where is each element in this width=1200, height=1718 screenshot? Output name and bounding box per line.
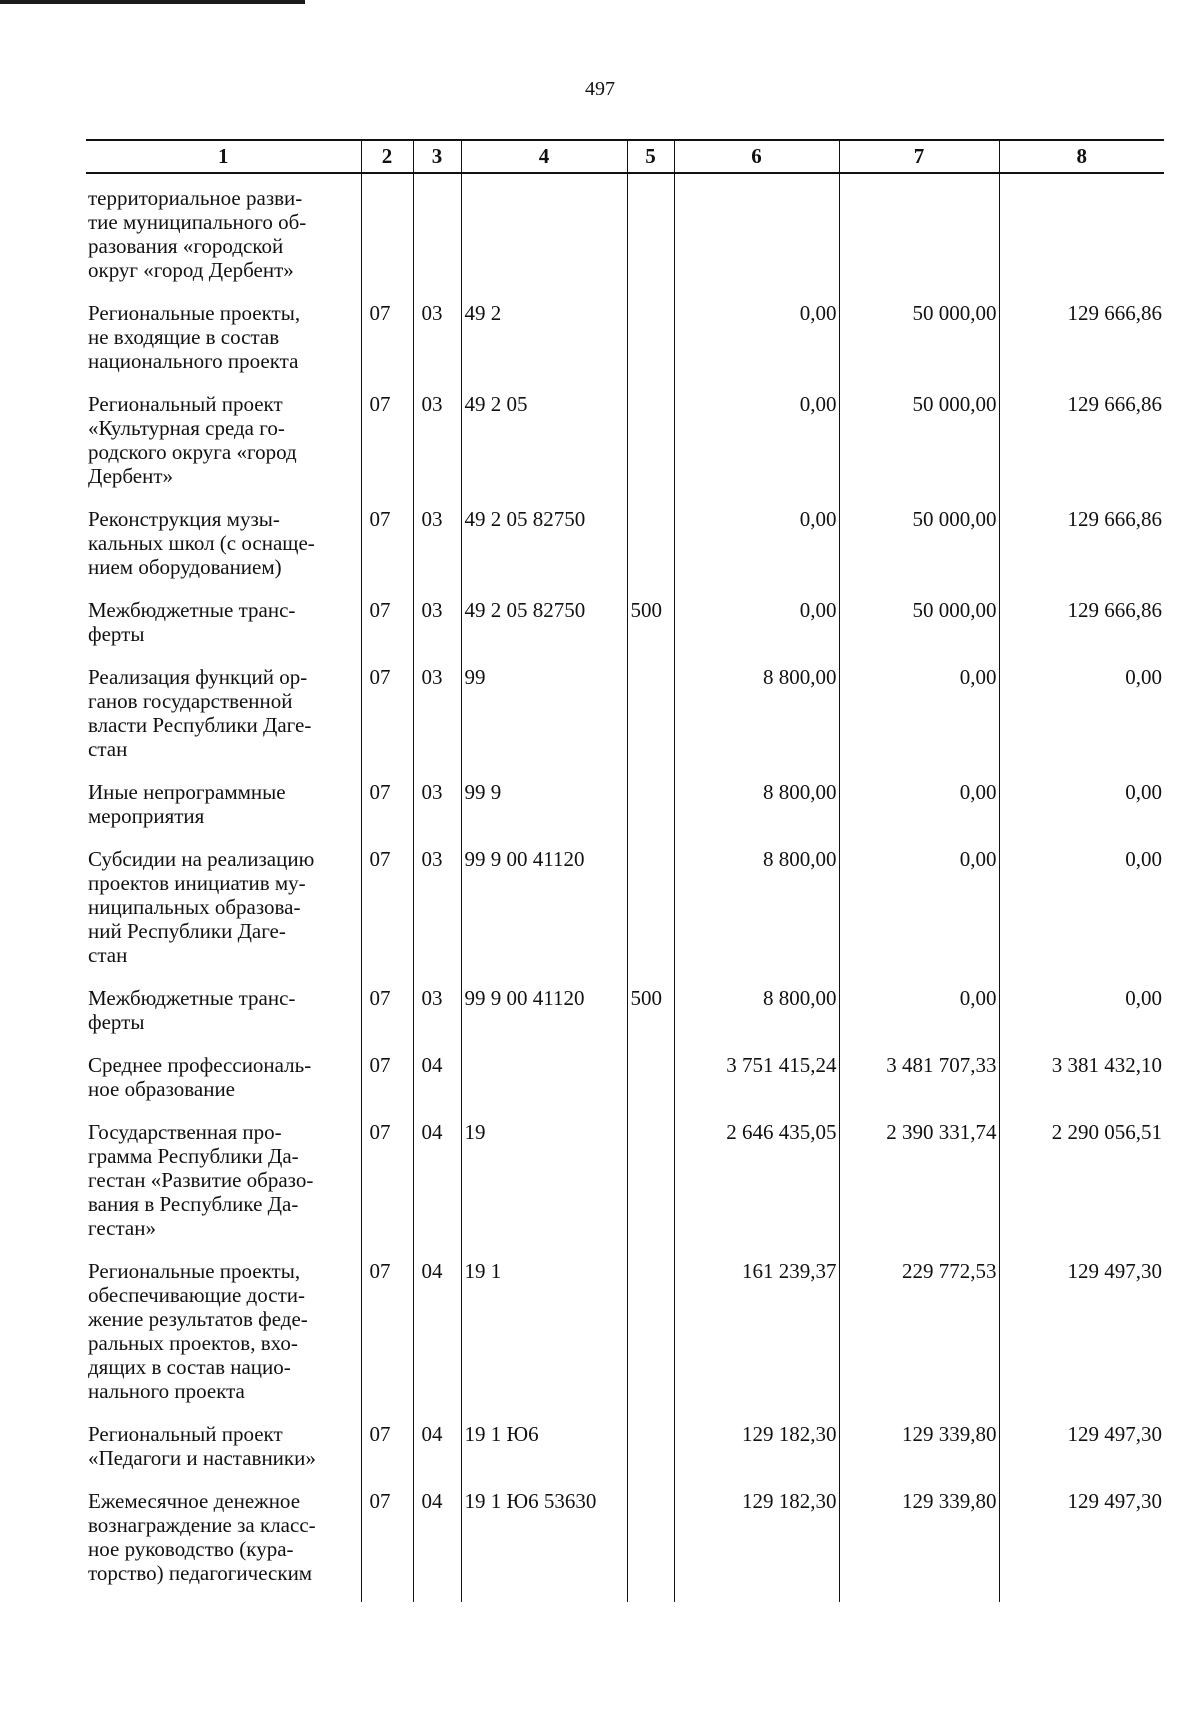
table-row — [86, 1051, 1164, 1118]
column-header: 1 — [86, 140, 361, 173]
amount-year3-cell — [999, 173, 1164, 299]
table-row — [86, 984, 1164, 1051]
amount-year2-cell: 50 000,00 — [839, 390, 999, 505]
amount-year3-cell: 0,00 — [999, 663, 1164, 778]
section-code-cell: 07 — [361, 845, 413, 984]
amount-year3-cell: 129 497,30 — [999, 1420, 1164, 1487]
expense-type-cell — [627, 390, 674, 505]
column-header: 2 — [361, 140, 413, 173]
section-code-cell: 07 — [361, 505, 413, 596]
amount-year3-cell: 129 497,30 — [999, 1487, 1164, 1602]
target-article-cell: 99 9 00 41120 — [461, 984, 627, 1051]
row-name-cell: территориальное разви- тие муниципального об- разования «городской округ «город Дербент» — [88, 186, 307, 282]
amount-year3-cell: 0,00 — [999, 778, 1164, 845]
amount-year3-cell: 3 381 432,10 — [999, 1051, 1164, 1118]
target-article-cell: 49 2 05 — [461, 390, 627, 505]
expense-type-cell — [627, 173, 674, 299]
table-header-row — [86, 140, 1164, 173]
expense-type-cell — [627, 778, 674, 845]
subsection-code-cell: 03 — [413, 663, 461, 778]
amount-year1-cell: 3 751 415,24 — [674, 1051, 839, 1118]
target-article-cell — [461, 1051, 627, 1118]
amount-year2-cell — [839, 173, 999, 299]
section-code-cell: 07 — [361, 596, 413, 663]
amount-year1-cell: 0,00 — [674, 596, 839, 663]
row-name-cell: Межбюджетные транс- ферты — [88, 986, 296, 1034]
expense-type-cell — [627, 663, 674, 778]
amount-year2-cell: 3 481 707,33 — [839, 1051, 999, 1118]
expense-type-cell — [627, 1257, 674, 1420]
column-header: 8 — [999, 140, 1164, 173]
amount-year2-cell: 50 000,00 — [839, 596, 999, 663]
target-article-cell: 19 — [461, 1118, 627, 1257]
table-row — [86, 1420, 1164, 1487]
column-header: 3 — [413, 140, 461, 173]
subsection-code-cell: 04 — [413, 1257, 461, 1420]
section-code-cell: 07 — [361, 1257, 413, 1420]
row-name-cell: Субсидии на реализацию проектов инициатив му- ниципальных образова- ний Республики Даге- стан — [88, 847, 315, 967]
section-code-cell: 07 — [361, 984, 413, 1051]
budget-table — [86, 139, 1164, 1602]
amount-year1-cell — [674, 173, 839, 299]
top-border-rule — [0, 0, 305, 4]
target-article-cell: 99 9 — [461, 778, 627, 845]
table-row — [86, 1487, 1164, 1602]
expense-type-cell: 500 — [627, 596, 674, 663]
expense-type-cell — [627, 1051, 674, 1118]
table-row — [86, 299, 1164, 390]
table-row — [86, 505, 1164, 596]
amount-year2-cell: 0,00 — [839, 845, 999, 984]
row-name-cell: Реконструкция музы- кальных школ (с оснаще- нием оборудованием) — [88, 507, 315, 579]
page-number: 497 — [585, 78, 615, 100]
section-code-cell: 07 — [361, 390, 413, 505]
section-code-cell: 07 — [361, 1487, 413, 1602]
subsection-code-cell — [413, 173, 461, 299]
expense-type-cell — [627, 299, 674, 390]
row-name-cell: Ежемесячное денежное вознаграждение за класс- ное руководство (кура- торство) педагогическим — [88, 1489, 316, 1585]
expense-type-cell: 500 — [627, 984, 674, 1051]
row-name-cell: Государственная про- грамма Республики Да- гестан «Развитие образо- вания в Республике Да- гестан» — [88, 1120, 314, 1240]
subsection-code-cell: 04 — [413, 1420, 461, 1487]
row-name-cell: Межбюджетные транс- ферты — [88, 598, 296, 646]
target-article-cell — [461, 173, 627, 299]
amount-year3-cell: 129 666,86 — [999, 505, 1164, 596]
row-name-cell: Региональный проект «Культурная среда го- родского округа «город Дербент» — [88, 392, 297, 488]
expense-type-cell — [627, 1420, 674, 1487]
amount-year3-cell: 2 290 056,51 — [999, 1118, 1164, 1257]
table-body — [86, 173, 1164, 1602]
table-row — [86, 1118, 1164, 1257]
target-article-cell: 19 1 Ю6 53630 — [461, 1487, 627, 1602]
section-code-cell: 07 — [361, 299, 413, 390]
amount-year1-cell: 8 800,00 — [674, 984, 839, 1051]
section-code-cell: 07 — [361, 778, 413, 845]
column-header: 4 — [461, 140, 627, 173]
target-article-cell: 49 2 05 82750 — [461, 596, 627, 663]
table-row — [86, 173, 1164, 299]
target-article-cell: 99 9 00 41120 — [461, 845, 627, 984]
amount-year2-cell: 0,00 — [839, 984, 999, 1051]
subsection-code-cell: 03 — [413, 778, 461, 845]
amount-year2-cell: 2 390 331,74 — [839, 1118, 999, 1257]
table-row — [86, 778, 1164, 845]
amount-year2-cell: 50 000,00 — [839, 299, 999, 390]
section-code-cell — [361, 173, 413, 299]
amount-year2-cell: 229 772,53 — [839, 1257, 999, 1420]
amount-year1-cell: 129 182,30 — [674, 1487, 839, 1602]
subsection-code-cell: 03 — [413, 845, 461, 984]
subsection-code-cell: 03 — [413, 505, 461, 596]
amount-year1-cell: 0,00 — [674, 390, 839, 505]
subsection-code-cell: 03 — [413, 596, 461, 663]
expense-type-cell — [627, 1487, 674, 1602]
expense-type-cell — [627, 845, 674, 984]
amount-year2-cell: 0,00 — [839, 663, 999, 778]
subsection-code-cell: 03 — [413, 984, 461, 1051]
amount-year3-cell: 0,00 — [999, 845, 1164, 984]
amount-year2-cell: 0,00 — [839, 778, 999, 845]
amount-year3-cell: 129 497,30 — [999, 1257, 1164, 1420]
amount-year3-cell: 129 666,86 — [999, 390, 1164, 505]
amount-year2-cell: 50 000,00 — [839, 505, 999, 596]
table-row — [86, 390, 1164, 505]
target-article-cell: 19 1 — [461, 1257, 627, 1420]
expense-type-cell — [627, 505, 674, 596]
amount-year1-cell: 8 800,00 — [674, 778, 839, 845]
column-header: 7 — [839, 140, 999, 173]
subsection-code-cell: 03 — [413, 390, 461, 505]
target-article-cell: 19 1 Ю6 — [461, 1420, 627, 1487]
column-header: 5 — [627, 140, 674, 173]
amount-year1-cell: 8 800,00 — [674, 663, 839, 778]
amount-year3-cell: 0,00 — [999, 984, 1164, 1051]
column-header: 6 — [674, 140, 839, 173]
expense-type-cell — [627, 1118, 674, 1257]
section-code-cell: 07 — [361, 1420, 413, 1487]
amount-year1-cell: 8 800,00 — [674, 845, 839, 984]
subsection-code-cell: 04 — [413, 1487, 461, 1602]
row-name-cell: Региональные проекты, обеспечивающие дости- жение результатов феде- ральных проектов, вхо- дящих в состав нацио- нального проекта — [88, 1259, 308, 1403]
table-row — [86, 1257, 1164, 1420]
row-name-cell: Среднее профессиональ- ное образование — [88, 1053, 312, 1101]
amount-year2-cell: 129 339,80 — [839, 1420, 999, 1487]
section-code-cell: 07 — [361, 663, 413, 778]
amount-year3-cell: 129 666,86 — [999, 596, 1164, 663]
amount-year1-cell: 0,00 — [674, 299, 839, 390]
amount-year1-cell: 0,00 — [674, 505, 839, 596]
section-code-cell: 07 — [361, 1051, 413, 1118]
amount-year2-cell: 129 339,80 — [839, 1487, 999, 1602]
amount-year3-cell: 129 666,86 — [999, 299, 1164, 390]
target-article-cell: 49 2 05 82750 — [461, 505, 627, 596]
subsection-code-cell: 03 — [413, 299, 461, 390]
amount-year1-cell: 161 239,37 — [674, 1257, 839, 1420]
table-row — [86, 663, 1164, 778]
subsection-code-cell: 04 — [413, 1118, 461, 1257]
row-name-cell: Реализация функций ор- ганов государственной власти Республики Даге- стан — [88, 665, 312, 761]
row-name-cell: Региональные проекты, не входящие в состав национального проекта — [88, 301, 301, 373]
table-row — [86, 845, 1164, 984]
target-article-cell: 99 — [461, 663, 627, 778]
subsection-code-cell: 04 — [413, 1051, 461, 1118]
section-code-cell: 07 — [361, 1118, 413, 1257]
amount-year1-cell: 129 182,30 — [674, 1420, 839, 1487]
row-name-cell: Иные непрограммные мероприятия — [88, 780, 286, 828]
table-row — [86, 596, 1164, 663]
row-name-cell: Региональный проект «Педагоги и наставники» — [88, 1422, 316, 1470]
target-article-cell: 49 2 — [461, 299, 627, 390]
amount-year1-cell: 2 646 435,05 — [674, 1118, 839, 1257]
